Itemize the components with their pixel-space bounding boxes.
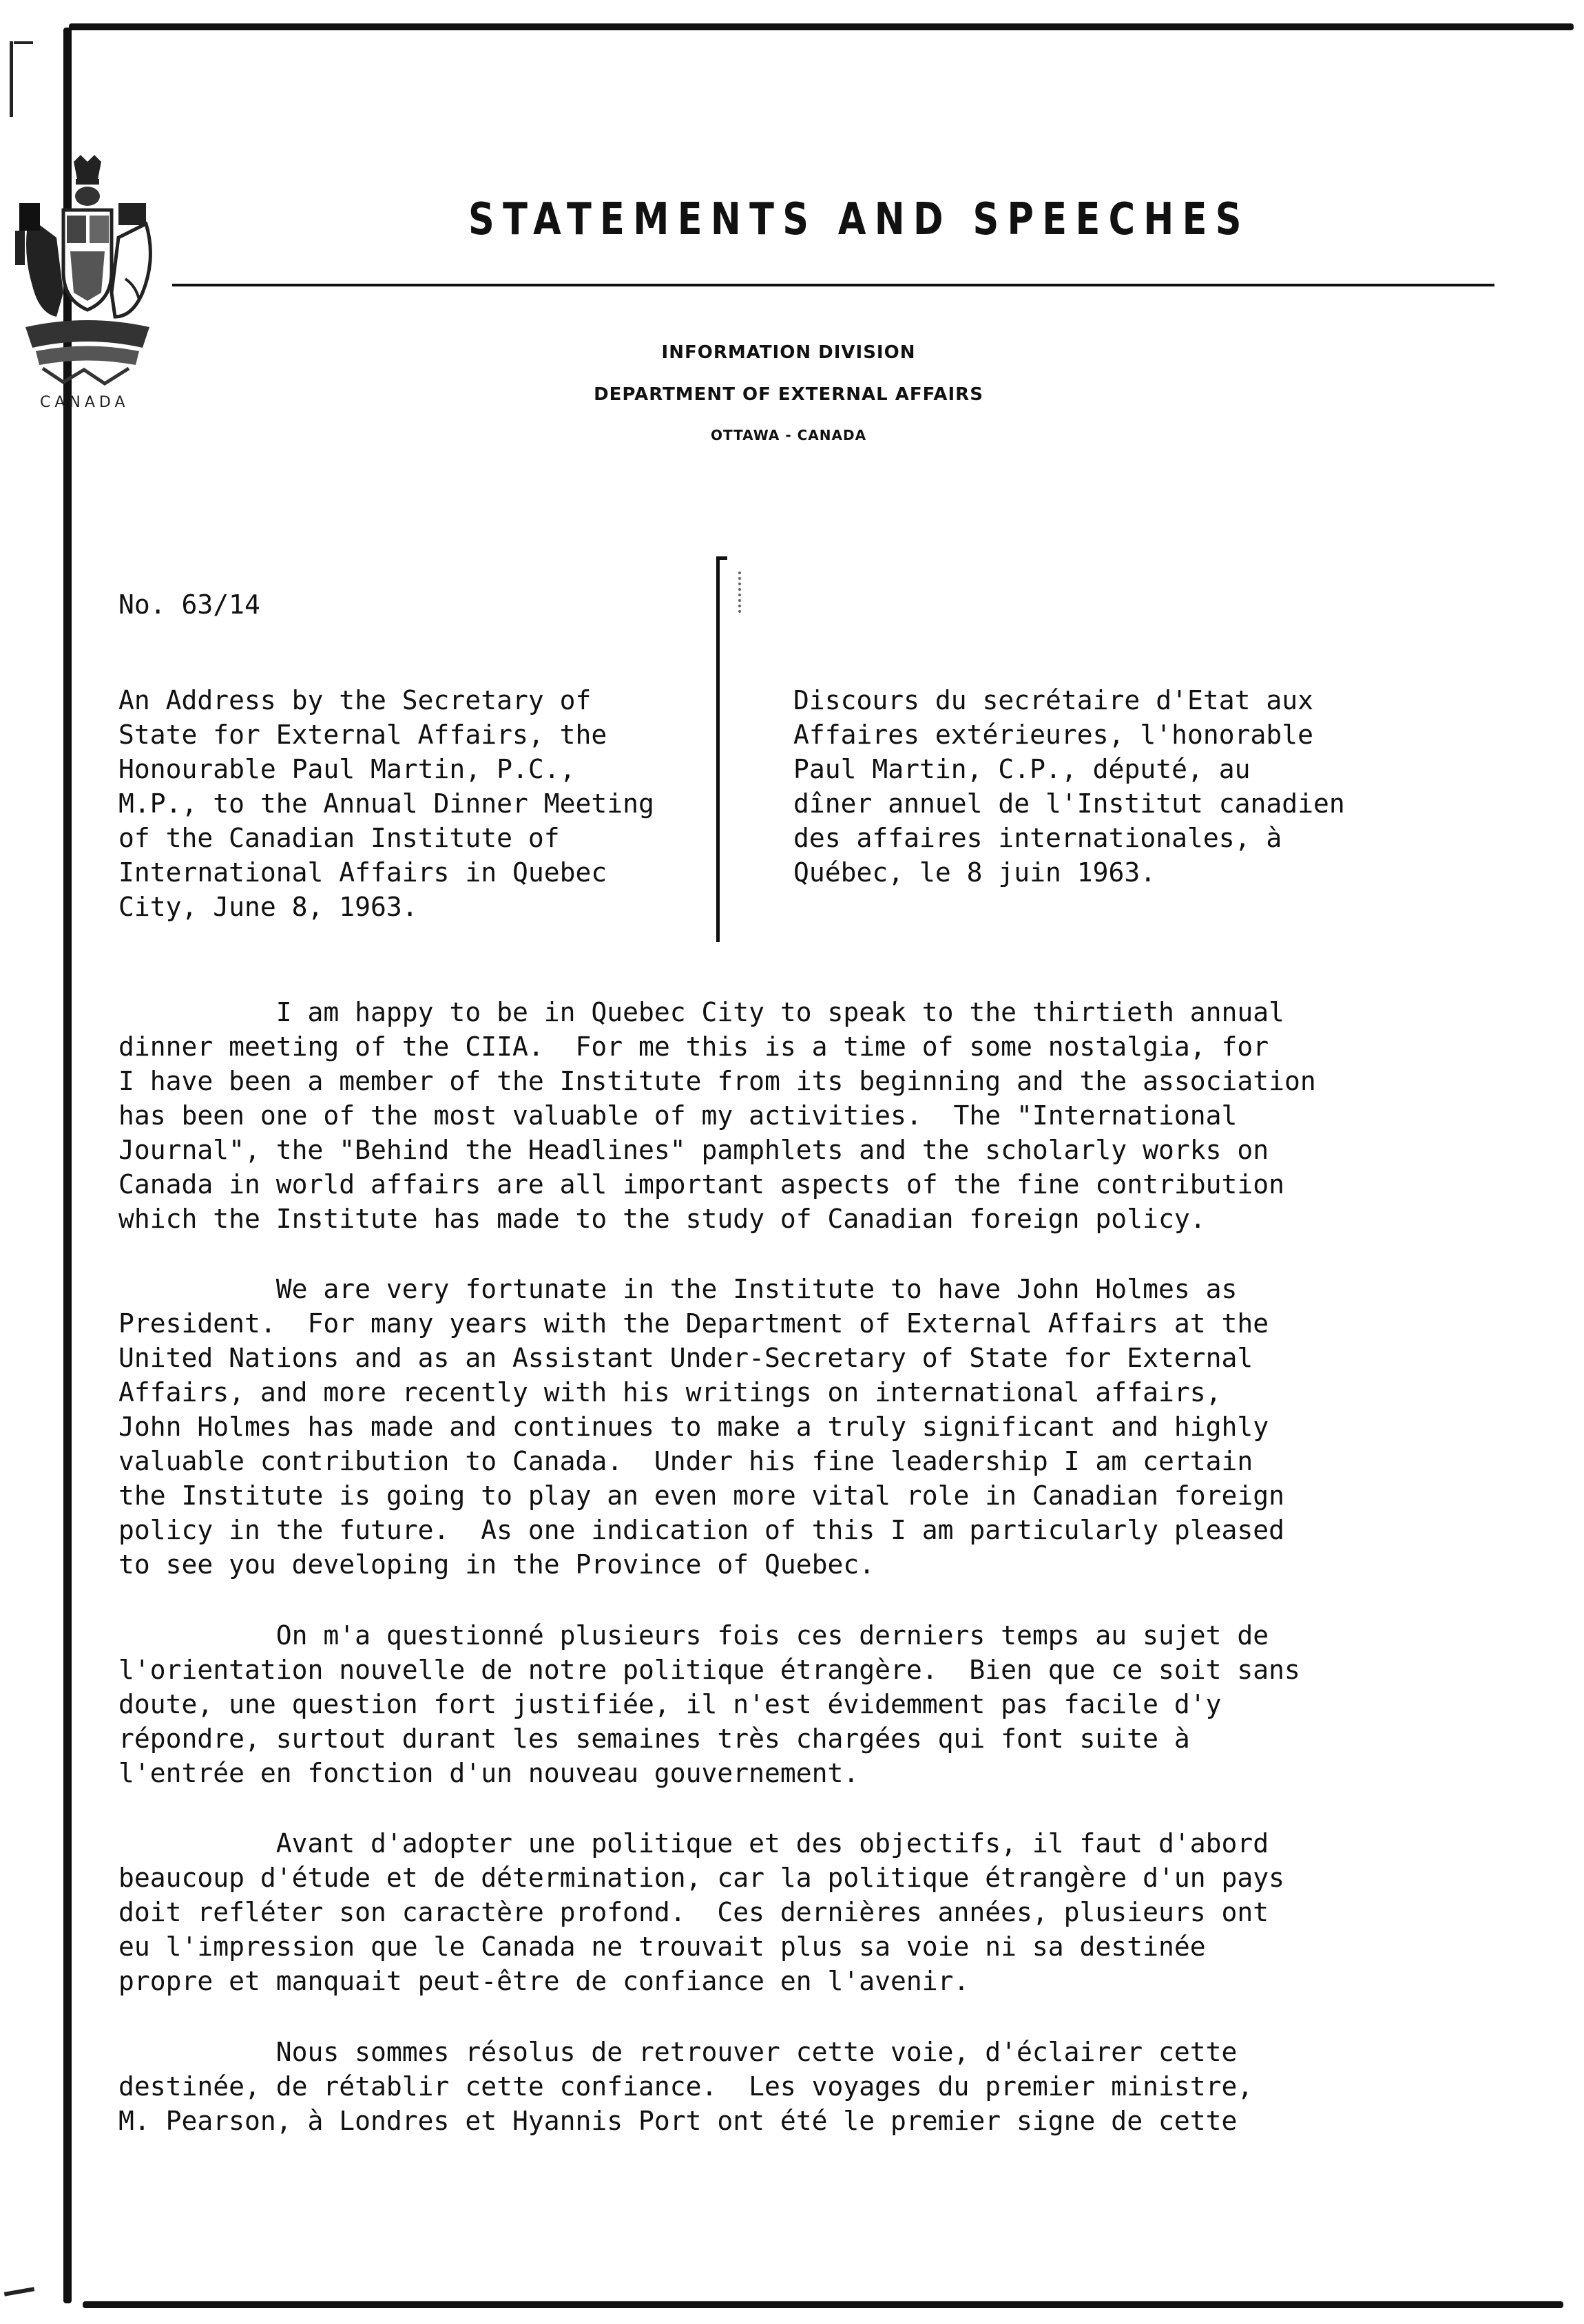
paragraph-4: Avant d'adopter une politique et des objectifs, il faut d'abord beaucoup d'étude et de détermination, car la politique étrangère d'un pays doit refléter son caractère profond. Ces dernières années, plusieurs ont eu l'impression que le Canada ne trouvait plus sa voie ni sa destinée propre et manquait peut-être de confiance en l'avenir. [118,1828,1284,1996]
country-label: CANADA [40,394,129,411]
corner-mark [4,2287,34,2296]
page-title: STATEMENTS AND SPEECHES [468,194,1250,245]
paragraph-5: Nous sommes résolus de retrouver cette voie, d'éclairer cette destinée, de rétablir cette confiance. Les voyages du premier ministre, M. Pearson, à Londres et Hyannis Port ont été le premier signe de cette [118,2037,1253,2136]
header-rule [172,284,1494,286]
column-divider-tick [716,556,727,560]
binding-tick [14,41,33,44]
document-number: No. 63/14 [118,589,260,620]
paragraph-3: On m'a questionné plusieurs fois ces derniers temps au sujet de l'orientation nouvelle de notre politique étrangère. Bien que ce soit sans doute, une question fort justifiée, il n'est évidemment pas facile d'y répondre, surtout durant les semaines très chargées qui font suite à l'entrée en fonction d'un nouveau gouvernement. [118,1620,1300,1788]
dotted-mark [738,572,744,613]
page-border-top [69,23,1574,30]
location: OTTAWA - CANADA [710,427,867,443]
department-name: DEPARTMENT OF EXTERNAL AFFAIRS [594,384,983,405]
summary-english: An Address by the Secretary of State for External Affairs, the Honourable Paul Martin, P.C., M.P., to the Annual Dinner Meeting of the Canadian Institute of International Affairs in Quebec City, June 8, 1963. [118,685,654,922]
column-divider [716,558,720,942]
binding-mark [10,41,13,117]
page-border-bottom [83,2301,1563,2308]
paragraph-1: I am happy to be in Quebec City to speak to the thirtieth annual dinner meeting of the CIIA. For me this is a time of some nostalgia, for I have been a member of the Institute from its beginning and the association has been one of the most valuable of my activities. The "International Journal", the "Behind the Headlines" pamphlets and the scholarly works on Canada in world affairs are all important aspects of the fine contribution which the Institute has made to the study of Canadian foreign policy. [118,997,1316,1234]
paragraph-2: We are very fortunate in the Institute to have John Holmes as President. For many years with the Department of External Affairs at the United Nations and as an Assistant Under-Secretary of State for External Affairs, and more recently with his writings on international affairs, John Holmes has made and continues to make a truly significant and highly valuable contribution to Canada. Under his fine leadership I am certain the Institute is going to play an even more vital role in Canadian foreign policy in the future. As one indication of this I am particularly pleased to see you developing in the Province of Quebec. [118,1274,1284,1580]
summary-french: Discours du secrétaire d'Etat aux Affaires extérieures, l'honorable Paul Martin, C.P., député, au dîner annuel de l'Institut canadien des affaires internationales, à Québec, le 8 juin 1963. [793,685,1345,888]
division-name: INFORMATION DIVISION [661,342,916,363]
